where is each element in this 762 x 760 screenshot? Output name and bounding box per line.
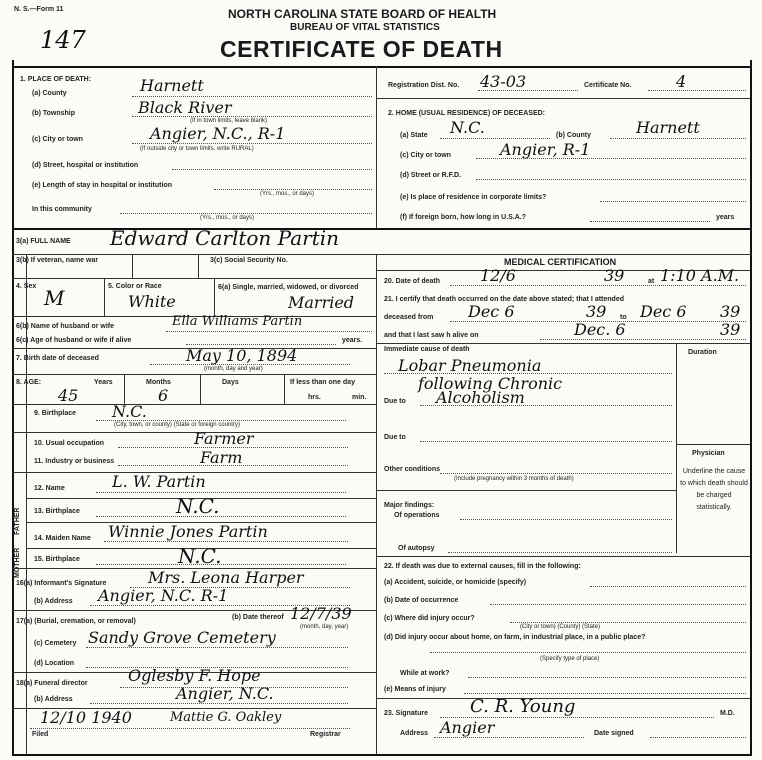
- last-saw-year-value: 39: [720, 320, 741, 339]
- due-to-label-2: Due to: [384, 434, 406, 441]
- address-line: [434, 737, 584, 738]
- spouse-age-line: [186, 344, 336, 345]
- form-number: 147: [40, 26, 86, 54]
- external-label: 22. If death was due to external causes, fill in the following:: [384, 563, 581, 570]
- township-value: Black River: [138, 98, 232, 117]
- birth-line: [150, 364, 350, 365]
- funeral-label: 18(a) Funeral director: [16, 680, 88, 687]
- duration-divider: [676, 343, 677, 553]
- birthplace-line: [96, 420, 346, 421]
- industry-line: [118, 465, 348, 466]
- from-year-value: 39: [586, 302, 607, 321]
- md-label: M.D.: [720, 710, 735, 717]
- color-value: White: [128, 292, 176, 311]
- filed-label: Filed: [32, 731, 49, 738]
- to-word: to: [620, 314, 627, 321]
- city-label: (c) City or town: [32, 136, 83, 143]
- burial-date-value: 12/7/39: [290, 604, 352, 623]
- full-name-value: Edward Carlton Partin: [110, 226, 340, 250]
- spouse-value: Ella Williams Partin: [172, 314, 303, 329]
- mother-name-value: Winnie Jones Partin: [108, 522, 268, 541]
- from-date-value: Dec 6: [468, 302, 515, 321]
- last-saw-value: Dec. 6: [574, 320, 626, 339]
- township-label: (b) Township: [32, 110, 76, 117]
- cause-line-3: [420, 441, 672, 442]
- medical-cert-heading: MEDICAL CERTIFICATION: [504, 257, 617, 267]
- med-rule-2: [376, 343, 750, 344]
- age-hrs: hrs.: [308, 394, 321, 401]
- at-work-label: While at work?: [400, 670, 450, 677]
- top-rule: [12, 66, 752, 68]
- cert-no-value: 4: [676, 72, 687, 91]
- marital-label: 6(a) Single, married, widowed, or divorced: [218, 284, 359, 291]
- state-value: N.C.: [450, 118, 485, 137]
- county-label: (a) County: [32, 90, 67, 97]
- age-months-label: Months: [146, 379, 171, 386]
- death-date-line: [450, 285, 746, 286]
- death-time-value: 1:10 A.M.: [660, 266, 740, 285]
- means-line: [464, 693, 746, 694]
- community-units: (Yrs., mos., or days): [200, 215, 255, 221]
- cert-no-label: Certificate No.: [584, 82, 632, 89]
- rfd-line: [476, 179, 746, 180]
- mother-section-label: MOTHER: [14, 547, 21, 578]
- cause-3-value: Alcoholism: [436, 388, 525, 407]
- birthplace-note: (City, town, or county) (State or foreign country): [114, 422, 240, 428]
- mother-name-label: 14. Maiden Name: [34, 535, 91, 542]
- row-rule-9: [12, 404, 376, 405]
- findings-label: Major findings:: [384, 502, 435, 509]
- death-year-value: 39: [604, 266, 625, 285]
- autopsy-label: Of autopsy: [398, 545, 435, 552]
- other-line: [440, 473, 672, 474]
- father-section-label: FATHER: [14, 507, 21, 535]
- physician-note: Underline the cause to which death should be charged statistically.: [680, 468, 748, 511]
- sex-value: M: [44, 286, 65, 310]
- med-rule-4: [376, 556, 750, 557]
- ssn-label: 3(c) Social Security No.: [210, 257, 288, 264]
- med-rule-3: [376, 490, 676, 491]
- age-divider-1: [124, 374, 125, 404]
- spouse-line: [166, 331, 372, 332]
- mother-birthplace-line: [96, 564, 346, 565]
- father-name-value: L. W. Partin: [112, 472, 206, 491]
- birthplace-value: N.C.: [112, 402, 147, 421]
- registrar-signature: Mattie G. Oakley: [170, 710, 282, 725]
- other-note: (Include pregnancy within 3 months of death): [454, 476, 574, 482]
- cemetery-value: Sandy Grove Cemetery: [88, 628, 276, 647]
- to-year-value: 39: [720, 302, 741, 321]
- home-label: 2. HOME (USUAL RESIDENCE) OF DECEASED:: [388, 110, 545, 117]
- res-city-line: [476, 158, 746, 159]
- occupation-value: Farmer: [194, 429, 254, 448]
- father-birthplace-label: 13. Birthplace: [34, 508, 80, 515]
- reg-dist-value: 43-03: [480, 72, 527, 91]
- father-birthplace-value: N.C.: [176, 494, 220, 518]
- cemetery-label: (c) Cemetery: [34, 640, 77, 647]
- mother-name-line: [104, 541, 348, 542]
- where-label: (c) Where did injury occur?: [384, 615, 475, 622]
- age-years-value: 45: [58, 386, 79, 405]
- res-city-label: (c) City or town: [400, 152, 451, 159]
- foreign-label: (f) If foreign born, how long in U.S.A.?: [400, 214, 526, 221]
- street-label: (d) Street, hospital or institution: [32, 162, 139, 169]
- informant-label: 16(a) Informant's Signature: [16, 580, 107, 587]
- physician-label: Physician: [692, 450, 725, 457]
- autopsy-line: [448, 552, 672, 553]
- place-line: [430, 652, 746, 653]
- upper-divider: [376, 66, 377, 228]
- birth-note: (month, day and year): [204, 366, 263, 372]
- date-signed-label: Date signed: [594, 730, 634, 737]
- cert-no-line: [648, 90, 746, 91]
- res-city-value: Angier, R-1: [500, 140, 591, 159]
- county-value: Harnett: [140, 76, 204, 95]
- registrar-label: Registrar: [310, 731, 341, 738]
- foreign-line: [590, 221, 710, 222]
- father-birthplace-line: [96, 516, 346, 517]
- informant-value: Mrs. Leona Harper: [148, 568, 304, 587]
- res-county-value: Harnett: [636, 118, 700, 137]
- state-line: [440, 138, 550, 139]
- city-value: Angier, N.C., R-1: [150, 124, 286, 143]
- age-label: 8. AGE:: [16, 379, 42, 386]
- township-note: (If in town limits, leave blank): [190, 118, 268, 124]
- stay-line: [214, 189, 372, 190]
- operations-line: [460, 519, 672, 520]
- date-signed-line: [650, 737, 746, 738]
- location-label: (d) Location: [34, 660, 75, 667]
- age-divider-3: [284, 374, 285, 404]
- accident-label: (a) Accident, suicide, or homicide (specify): [384, 579, 527, 586]
- foreign-years: years: [716, 214, 735, 221]
- right-border: [750, 60, 752, 755]
- address-label: Address: [400, 730, 429, 737]
- cause-2-value: following Chronic: [418, 374, 563, 393]
- community-label: In this community: [32, 206, 92, 213]
- place-of-death-label: 1. PLACE OF DEATH:: [20, 76, 92, 83]
- res-county-line: [610, 138, 746, 139]
- occurrence-label: (b) Date of occurrence: [384, 597, 459, 604]
- father-name-label: 12. Name: [34, 485, 65, 492]
- reg-dist-line: [478, 90, 578, 91]
- to-date-value: Dec 6: [640, 302, 687, 321]
- stay-units: (Yrs., mos., or days): [260, 191, 315, 197]
- age-years-label: Years: [94, 379, 113, 386]
- birth-value: May 10, 1894: [186, 346, 298, 365]
- sex-divider: [104, 278, 105, 316]
- cemetery-line: [86, 647, 348, 648]
- spouse-age-label: 6(c) Age of husband or wife if alive: [16, 337, 132, 344]
- burial-date-label: (b) Date thereof: [232, 614, 284, 621]
- mother-birthplace-value: N.C.: [178, 544, 222, 568]
- funeral-value: Oglesby F. Hope: [128, 666, 261, 685]
- rfd-label: (d) Street or R.F.D.: [400, 172, 462, 179]
- father-name-line: [96, 492, 346, 493]
- operations-label: Of operations: [394, 512, 440, 519]
- place-type-note: (Specify type of place): [540, 656, 600, 662]
- board-name: NORTH CAROLINA STATE BOARD OF HEALTH: [228, 7, 497, 21]
- last-saw-label: and that I last saw h alive on: [384, 332, 479, 339]
- duration-label: Duration: [688, 349, 717, 356]
- inf-address-label: (b) Address: [34, 598, 73, 605]
- age-months-value: 6: [158, 386, 169, 405]
- due-to-label-1: Due to: [384, 398, 406, 405]
- industry-value: Farm: [200, 448, 243, 467]
- ssn-divider: [198, 254, 199, 278]
- spouse-age-unit: years.: [342, 337, 363, 344]
- limits-line: [600, 201, 746, 202]
- fd-address-line: [90, 703, 348, 704]
- age-divider-2: [200, 374, 201, 404]
- full-name-label: 3(a) FULL NAME: [16, 238, 71, 245]
- last-saw-line: [540, 339, 746, 340]
- middle-divider: [376, 254, 377, 754]
- veteran-divider: [132, 254, 133, 278]
- state-label: (a) State: [400, 132, 428, 139]
- immediate-cause-label: Immediate cause of death: [384, 346, 470, 353]
- where-line: [510, 622, 746, 623]
- limits-label: (e) Is place of residence in corporate limits?: [400, 194, 547, 201]
- birthplace-label: 9. Birthplace: [34, 410, 77, 417]
- color-divider: [214, 278, 215, 316]
- street-line: [172, 169, 372, 170]
- accident-line: [590, 586, 746, 587]
- signature-value: C. R. Young: [470, 696, 576, 717]
- cert-text: 21. I certify that death occurred on the date above stated; that I attended: [384, 296, 624, 303]
- left-border: [12, 60, 14, 755]
- home-farm-label: (d) Did injury occur about home, on farm, in industrial place, in a public place?: [384, 634, 646, 641]
- cause-line-1: [384, 373, 672, 374]
- death-date-value: 12/6: [480, 266, 516, 285]
- certificate-title: CERTIFICATE OF DEATH: [220, 36, 503, 62]
- res-county-label: (b) County: [556, 132, 591, 139]
- age-lt-day-label: If less than one day: [290, 379, 355, 386]
- birth-label: 7. Birth date of deceased: [16, 355, 99, 362]
- occurrence-line: [490, 604, 746, 605]
- community-line: [120, 213, 372, 214]
- physician-rule: [676, 444, 750, 445]
- address-value: Angier: [440, 718, 495, 737]
- color-label: 5. Color or Race: [108, 283, 162, 290]
- mother-birthplace-label: 15. Birthplace: [34, 556, 80, 563]
- marital-value: Married: [288, 293, 355, 312]
- filed-line: [30, 728, 350, 729]
- bottom-rule: [12, 754, 752, 756]
- other-conditions-label: Other conditions: [384, 466, 440, 473]
- stay-label: (e) Length of stay in hospital or institution: [32, 182, 172, 189]
- cause-line-2: [420, 405, 672, 406]
- spouse-label: 6(b) Name of husband or wife: [16, 323, 115, 330]
- cause-1-value: Lobar Pneumonia: [398, 356, 542, 375]
- inf-address-value: Angier, N.C. R-1: [98, 586, 229, 605]
- city-note: (If outside city or town limits, write RURAL): [140, 146, 254, 152]
- signature-label: 23. Signature: [384, 710, 428, 717]
- burial-label: 17(a) (Burial, cremation, or removal): [16, 618, 136, 625]
- deceased-from-label: deceased from: [384, 314, 434, 321]
- industry-label: 11. Industry or business: [34, 458, 115, 465]
- age-min: min.: [352, 394, 367, 401]
- reg-dist-label: Registration Dist. No.: [388, 82, 460, 89]
- at-work-line: [468, 677, 746, 678]
- veteran-label: 3(b) If veteran, name war: [16, 257, 99, 264]
- row-rule-8: [12, 374, 376, 375]
- filed-date-value: 12/10 1940: [40, 708, 132, 727]
- bureau-name: BUREAU OF VITAL STATISTICS: [290, 22, 440, 33]
- death-date-label: 20. Date of death: [384, 278, 441, 285]
- township-line: [132, 116, 372, 117]
- form-id: N. S.—Form 11: [14, 6, 64, 13]
- means-label: (e) Means of injury: [384, 686, 446, 693]
- where-cols: (City or town) (County) (State): [520, 624, 601, 630]
- county-line: [132, 96, 372, 97]
- name-rule-bottom: [12, 254, 752, 255]
- burial-date-note: (month, day, year): [300, 624, 349, 630]
- occupation-label: 10. Usual occupation: [34, 440, 105, 447]
- reg-rule: [376, 98, 750, 99]
- death-at-label: at: [648, 278, 655, 285]
- row-rule-4: [12, 278, 376, 279]
- sex-label: 4. Sex: [16, 283, 37, 290]
- fd-address-label: (b) Address: [34, 696, 73, 703]
- fd-address-value: Angier, N.C.: [176, 684, 274, 703]
- age-days-label: Days: [222, 379, 239, 386]
- city-line: [132, 143, 372, 144]
